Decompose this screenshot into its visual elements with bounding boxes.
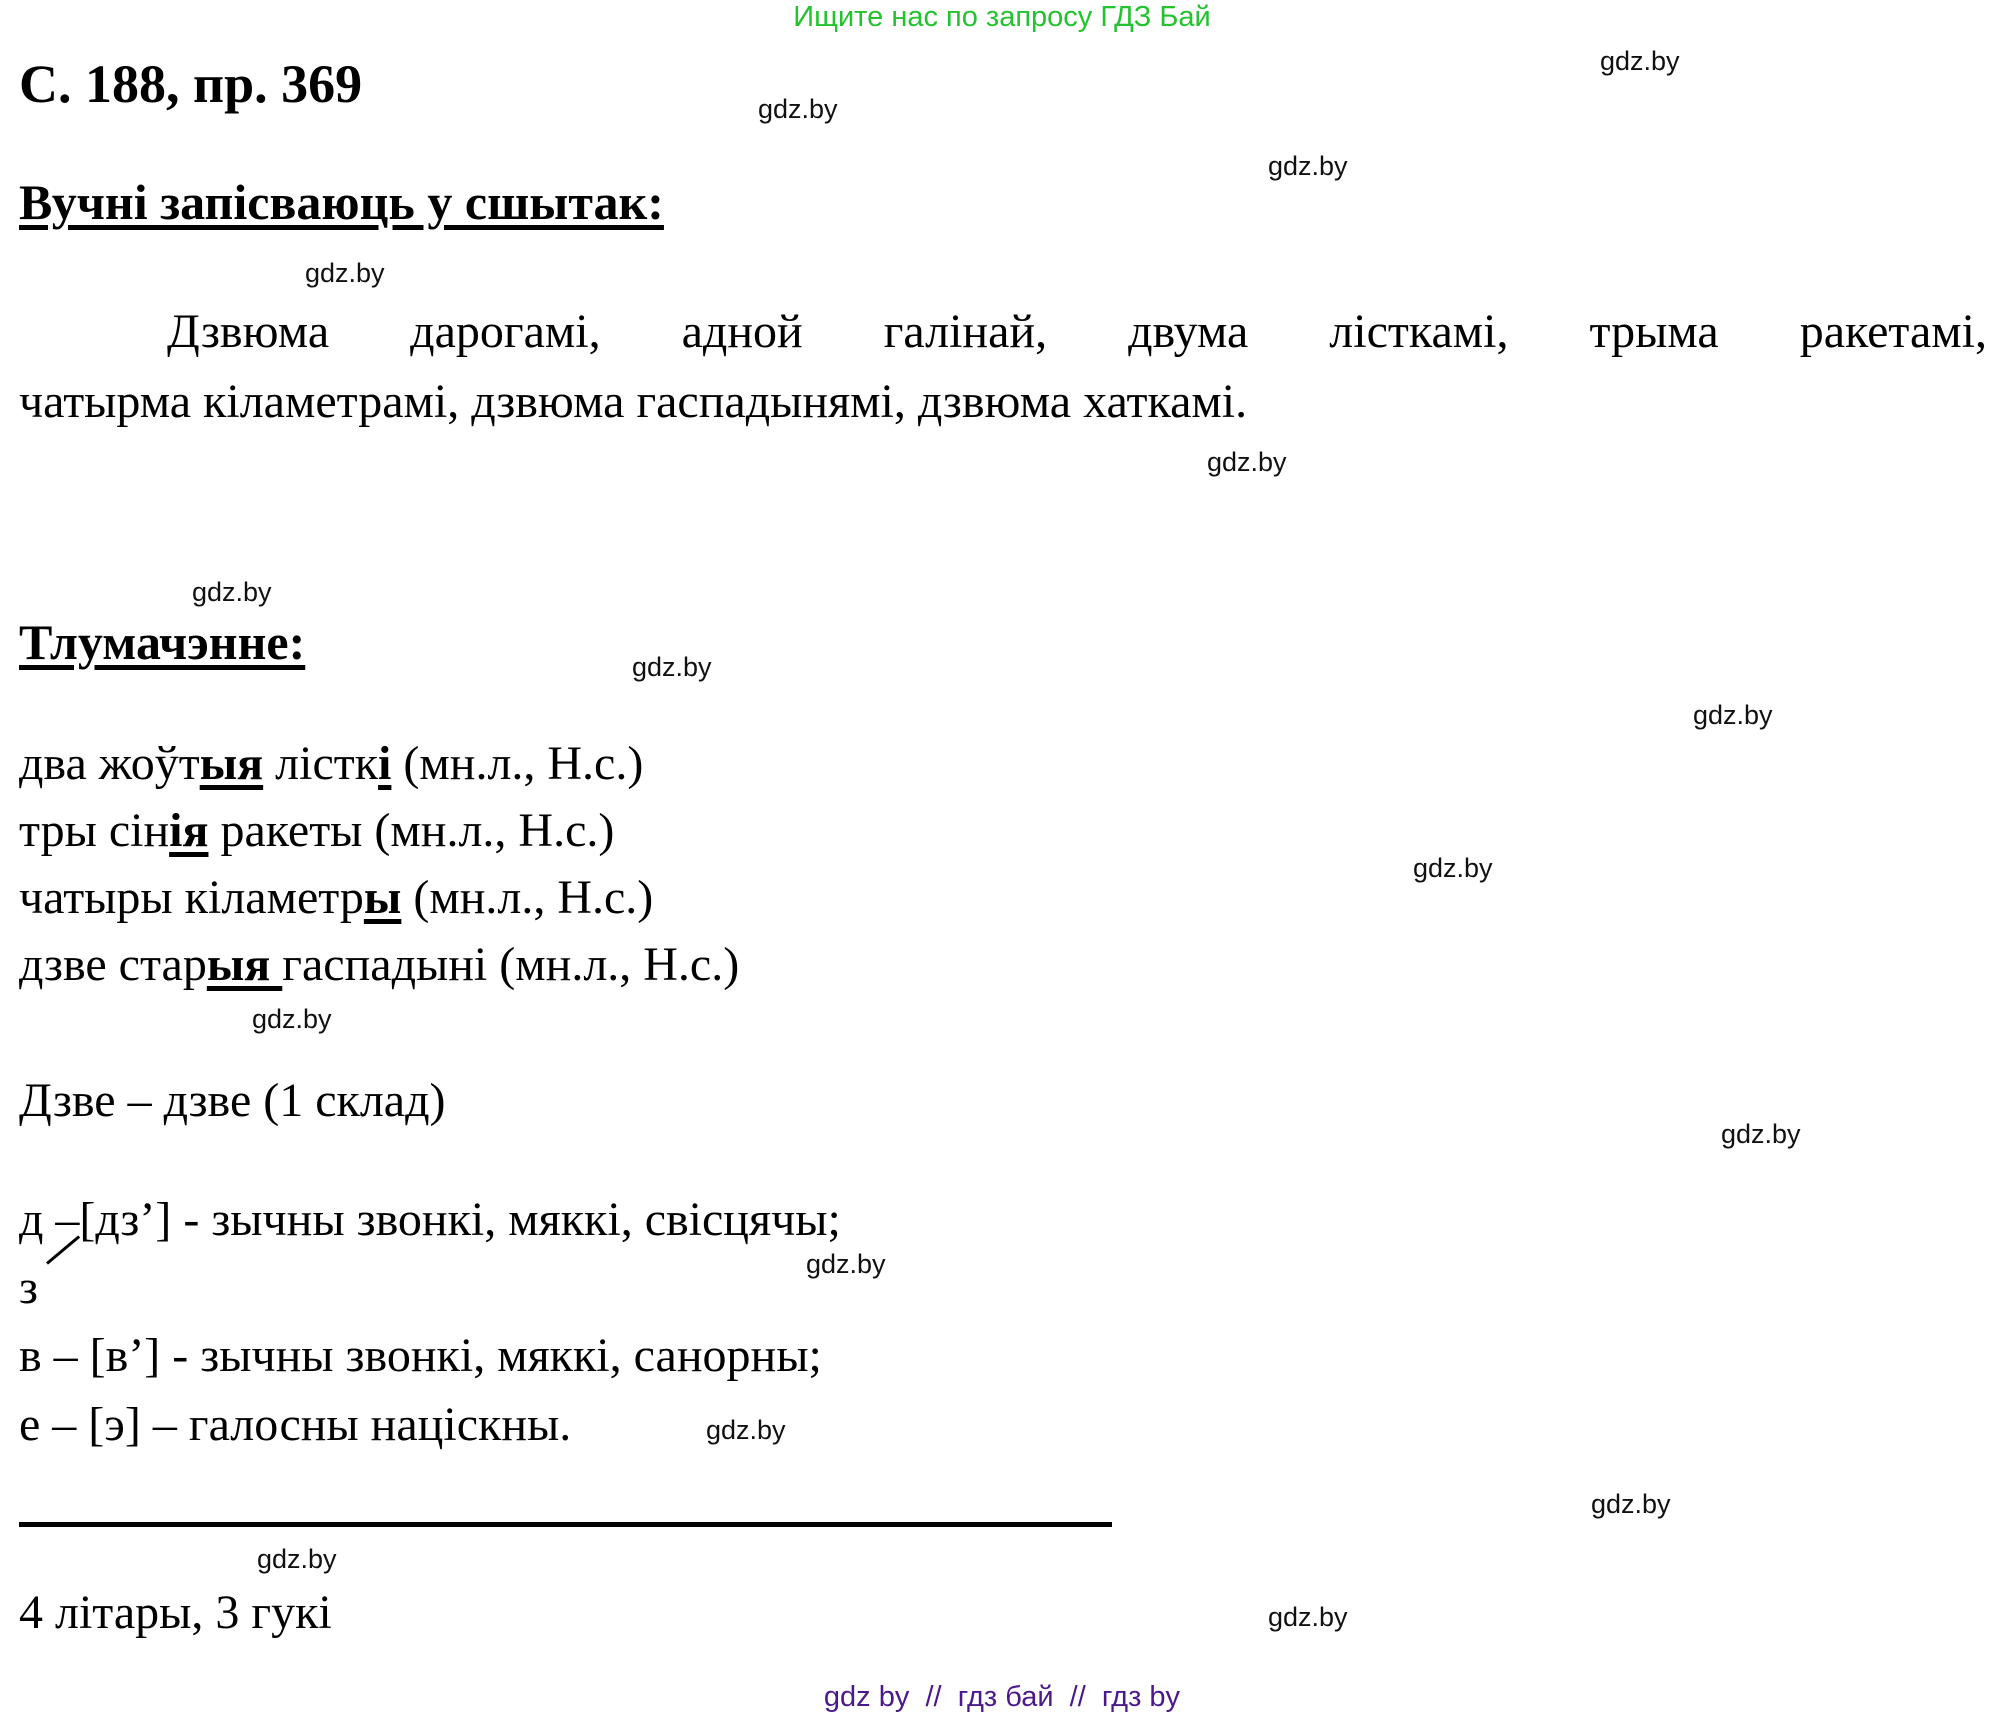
explanation-line-2 (19, 802, 614, 860)
syllable-line: Дзве – дзве (1 склад) (19, 1074, 446, 1127)
text: (мн.л., Н.с.) (391, 737, 644, 790)
explanation-line-1 (19, 735, 643, 793)
watermark-text: gdz.by (706, 1415, 786, 1445)
footer-links[interactable] (0, 1680, 2004, 1714)
watermark-text: gdz.by (252, 1004, 332, 1034)
watermark-text: gdz.by (806, 1249, 886, 1279)
paragraph-line-1: Дзвюма дарогамі, адной галінай, двума лісткамі, трыма ракетамі, (167, 305, 1987, 358)
ending-highlight: і (378, 737, 392, 790)
section-heading-explanation: Тлумачэнне: (19, 614, 306, 670)
watermark-text: gdz.by (305, 258, 385, 288)
exercise-paragraph (19, 292, 1987, 371)
section-heading-notebook: Вучні запісваюць у сшытак: (19, 174, 664, 230)
phonetic-line-z: з (19, 1261, 38, 1314)
watermark-text: gdz.by (1268, 151, 1348, 181)
watermark-text: gdz.by (1600, 46, 1680, 76)
text: лістк (263, 737, 379, 790)
search-banner-text: Ищите нас по запросу ГДЗ Бай (793, 1, 1211, 33)
text: дзве стар (19, 938, 207, 991)
watermark-text: gdz.by (1413, 853, 1493, 883)
explanation-line-4 (19, 936, 739, 994)
ending-highlight: ы (363, 871, 402, 924)
watermark-text: gdz.by (1693, 700, 1773, 730)
watermark-text: gdz.by (1721, 1119, 1801, 1149)
phonetic-line-e: е – [э] – галосны націскны. (19, 1398, 572, 1451)
watermark-text: gdz.by (1207, 447, 1287, 477)
ending-highlight: ыя (199, 737, 264, 790)
watermark-text: gdz.by (1591, 1489, 1671, 1519)
ending-highlight: ыя (206, 938, 283, 991)
phonetic-line-d: д –[дз’] - зычны звонкі, мяккі, свісцячы; (19, 1193, 841, 1246)
divider-line (19, 1522, 1112, 1527)
text: чатыры кіламетр (19, 871, 364, 924)
watermark-text: gdz.by (758, 94, 838, 124)
text: два жоўт (19, 737, 200, 790)
footer-text: gdz by // гдз бай // гдз by (823, 1681, 1181, 1713)
watermark-text: gdz.by (192, 577, 272, 607)
text: гаспадыні (мн.л., Н.с.) (282, 938, 740, 991)
explanation-line-3 (19, 869, 653, 927)
page-title: С. 188, пр. 369 (19, 54, 363, 114)
watermark-text: gdz.by (1268, 1602, 1348, 1632)
phonetic-line-v: в – [в’] - зычны звонкі, мяккі, санорны; (19, 1329, 822, 1382)
watermark-text: gdz.by (632, 652, 712, 682)
summary-line: 4 літары, 3 гукі (19, 1586, 332, 1639)
ending-highlight: ія (169, 804, 209, 857)
text: ракеты (мн.л., Н.с.) (208, 804, 615, 857)
text: тры сін (19, 804, 170, 857)
text: (мн.л., Н.с.) (401, 871, 654, 924)
watermark-text: gdz.by (257, 1544, 337, 1574)
paragraph-line-2: чатырма кіламетрамі, дзвюма гаспадынямі, дзвюма хаткамі. (19, 375, 1248, 428)
search-banner[interactable] (0, 0, 2004, 34)
